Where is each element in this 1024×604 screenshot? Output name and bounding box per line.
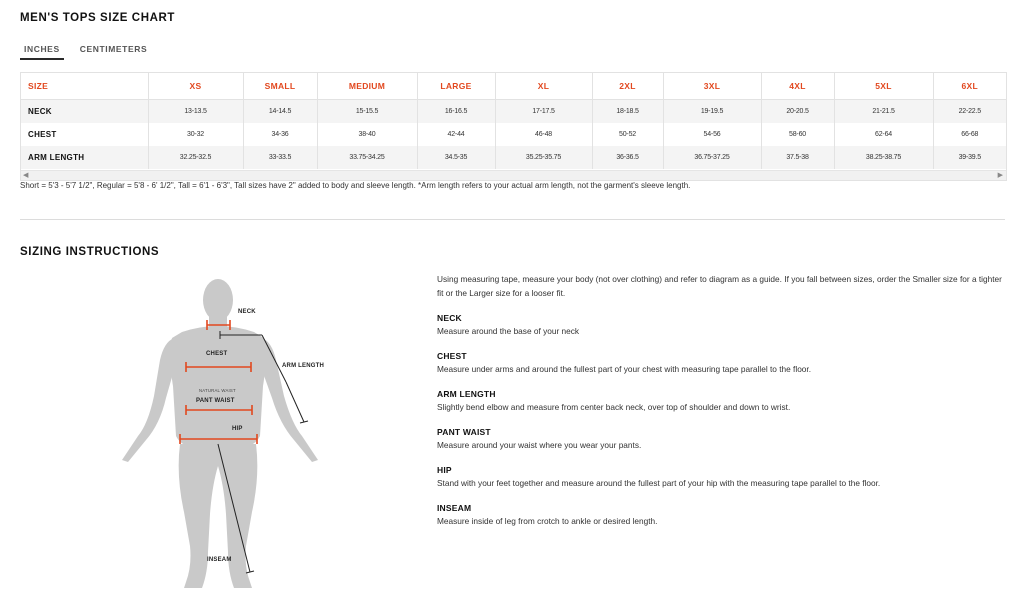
instruction-pant-waist <box>437 426 1007 452</box>
size-note: Short = 5'3 - 5'7 1/2", Regular = 5'8 - 6' 1/2", Tall = 6'1 - 6'3", Tall sizes have 2" added to body and sleeve length. *Arm length refers to your actual arm length, not the garment's sleeve length. <box>20 181 691 190</box>
table-row-chest <box>21 123 1006 146</box>
table-cell: 38-40 <box>317 123 417 146</box>
table-row-neck <box>21 100 1006 124</box>
table-cell: 13-13.5 <box>148 100 243 124</box>
column-header: XS <box>148 73 243 100</box>
instruction-text: Measure around the base of your neck <box>437 326 580 336</box>
tab-centimeters[interactable]: CENTIMETERS <box>79 44 148 54</box>
column-header: MEDIUM <box>317 73 417 100</box>
instruction-text: Measure inside of leg from crotch to ankle or desired length. <box>437 516 658 526</box>
table-cell: 20-20.5 <box>761 100 834 124</box>
table-cell: 62-64 <box>834 123 933 146</box>
table-cell: 50-52 <box>592 123 663 146</box>
column-header: XL <box>495 73 592 100</box>
figure-label-arm-length: ARM LENGTH <box>282 363 324 369</box>
column-header: LARGE <box>417 73 495 100</box>
table-cell: 15-15.5 <box>317 100 417 124</box>
table-cell: 14-14.5 <box>243 100 317 124</box>
figure-label-inseam: INSEAM <box>207 557 232 563</box>
table-cell: 42-44 <box>417 123 495 146</box>
body-silhouette-icon <box>110 276 340 596</box>
column-header: 3XL <box>663 73 761 100</box>
column-header: SMALL <box>243 73 317 100</box>
table-cell: 19-19.5 <box>663 100 761 124</box>
table-cell: 39-39.5 <box>958 154 981 161</box>
table-row-arm-length <box>21 146 1006 169</box>
page-title: MEN'S TOPS SIZE CHART <box>20 12 176 24</box>
column-header: 5XL <box>834 73 933 100</box>
section-divider <box>20 219 1005 220</box>
table-cell: 16-16.5 <box>417 100 495 124</box>
instruction-text: Measure under arms and around the fullest part of your chest with measuring tape parallel to the floor. <box>437 364 812 374</box>
row-label: NECK <box>21 100 148 124</box>
column-header: 2XL <box>592 73 663 100</box>
table-cell: 22-22.5 <box>958 108 981 115</box>
table-cell: 17-17.5 <box>495 100 592 124</box>
instruction-title: INSEAM <box>437 503 472 513</box>
figure-label-natural-waist: NATURAL WAIST <box>199 388 236 393</box>
table-cell: 33.75-34.25 <box>317 146 417 169</box>
table-cell: 34-36 <box>243 123 317 146</box>
horizontal-scrollbar[interactable] <box>21 170 1006 180</box>
column-header: 4XL <box>761 73 834 100</box>
table-cell: 58-60 <box>761 123 834 146</box>
instruction-text: Measure around your waist where you wear your pants. <box>437 440 642 450</box>
scroll-right-icon[interactable]: ▶ <box>997 172 1003 179</box>
size-table-container[interactable] <box>20 72 1007 181</box>
table-cell: 21-21.5 <box>834 100 933 124</box>
table-cell: 32.25-32.5 <box>148 146 243 169</box>
sizing-instructions-title: SIZING INSTRUCTIONS <box>20 246 160 258</box>
body-measurement-diagram <box>110 276 340 596</box>
table-cell: 46-48 <box>495 123 592 146</box>
table-cell: 36-36.5 <box>592 146 663 169</box>
column-header: SIZE <box>21 73 148 100</box>
table-cell: 30-32 <box>148 123 243 146</box>
instruction-arm-length <box>437 388 1007 414</box>
table-cell: 36.75-37.25 <box>663 146 761 169</box>
table-cell: 35.25-35.75 <box>495 146 592 169</box>
table-header-row <box>21 73 1006 100</box>
figure-label-chest: CHEST <box>206 351 228 357</box>
instruction-title: PANT WAIST <box>437 427 491 437</box>
size-table <box>21 73 1006 169</box>
table-cell: 18-18.5 <box>592 100 663 124</box>
row-label: ARM LENGTH <box>21 146 148 169</box>
figure-label-neck: NECK <box>238 309 256 315</box>
table-cell: 38.25-38.75 <box>834 146 933 169</box>
instruction-title: HIP <box>437 465 452 475</box>
instruction-text: Stand with your feet together and measure around the fullest part of your hip with the measuring tape parallel to the floor. <box>437 478 881 488</box>
instruction-neck <box>437 312 1007 338</box>
scroll-left-icon[interactable]: ◀ <box>23 172 29 179</box>
instruction-inseam <box>437 502 1007 528</box>
table-cell: 37.5-38 <box>761 146 834 169</box>
instruction-title: CHEST <box>437 351 467 361</box>
figure-label-pant-waist: PANT WAIST <box>196 398 235 404</box>
sizing-intro: Using measuring tape, measure your body (not over clothing) and refer to diagram as a guide. If you fall between sizes, order the Smaller size for a tighter fit or the Larger size for a looser fit. <box>437 274 1002 298</box>
table-cell: 33-33.5 <box>243 146 317 169</box>
table-cell: 66-68 <box>961 131 979 138</box>
instruction-hip <box>437 464 1007 490</box>
instruction-text: Slightly bend elbow and measure from center back neck, over top of shoulder and down to wrist. <box>437 402 791 412</box>
row-label: CHEST <box>21 123 148 146</box>
tab-inches[interactable]: INCHES <box>20 42 64 60</box>
instruction-title: NECK <box>437 313 462 323</box>
unit-tabs <box>20 42 151 60</box>
sizing-instructions <box>437 272 1007 528</box>
figure-label-hip: HIP <box>232 426 243 432</box>
instruction-title: ARM LENGTH <box>437 389 496 399</box>
instruction-chest <box>437 350 1007 376</box>
table-cell: 34.5-35 <box>417 146 495 169</box>
column-header: 6XL <box>933 73 1006 100</box>
table-cell: 54-56 <box>663 123 761 146</box>
